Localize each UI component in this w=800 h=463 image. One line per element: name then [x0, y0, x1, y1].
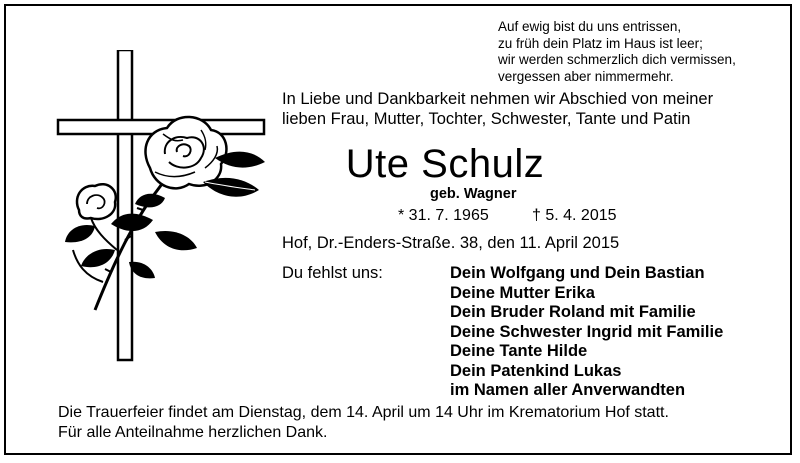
intro-line: lieben Frau, Mutter, Tochter, Schwester, Tante und Patin [282, 110, 691, 128]
death-date: † 5. 4. 2015 [532, 207, 617, 224]
deceased-name: Ute Schulz [345, 142, 545, 186]
cross-icon [55, 50, 280, 365]
maiden-name: geb. Wagner [430, 186, 517, 202]
thanks-line: Für alle Anteilnahme herzlichen Dank. [58, 424, 328, 441]
mourner: Dein Patenkind Lukas [450, 361, 622, 380]
memorial-poem [498, 19, 736, 85]
missed-label: Du fehlst uns: [282, 264, 383, 282]
poem-line: vergessen aber nimmermehr. [498, 68, 674, 84]
poem-line: Auf ewig bist du uns entrissen, [498, 19, 682, 34]
cross-and-rose-illustration [55, 50, 280, 365]
farewell-intro [282, 89, 713, 129]
mourner: Deine Mutter Erika [450, 283, 595, 302]
mourner: im Namen aller Anverwandten [450, 381, 686, 399]
funeral-notice [58, 403, 669, 443]
birth-date: * 31. 7. 1965 [398, 207, 489, 224]
place-and-date: Hof, Dr.-Enders-Straße. 38, den 11. April 2015 [282, 234, 620, 252]
mourner: Deine Tante Hilde [450, 342, 588, 360]
mourner: Deine Schwester Ingrid mit Familie [450, 322, 724, 341]
mourner: Dein Bruder Roland mit Familie [450, 303, 696, 321]
mourners-list [450, 264, 723, 401]
poem-line: wir werden schmerzlich dich vermissen, [498, 52, 736, 67]
poem-line: zu früh dein Platz im Haus ist leer; [498, 35, 703, 51]
mourner: Dein Wolfgang und Dein Bastian [450, 264, 705, 282]
intro-line: In Liebe und Dankbarkeit nehmen wir Abschied von meiner [282, 90, 714, 108]
funeral-line: Die Trauerfeier findet am Dienstag, dem 14. April um 14 Uhr im Krematorium Hof statt. [58, 404, 669, 421]
